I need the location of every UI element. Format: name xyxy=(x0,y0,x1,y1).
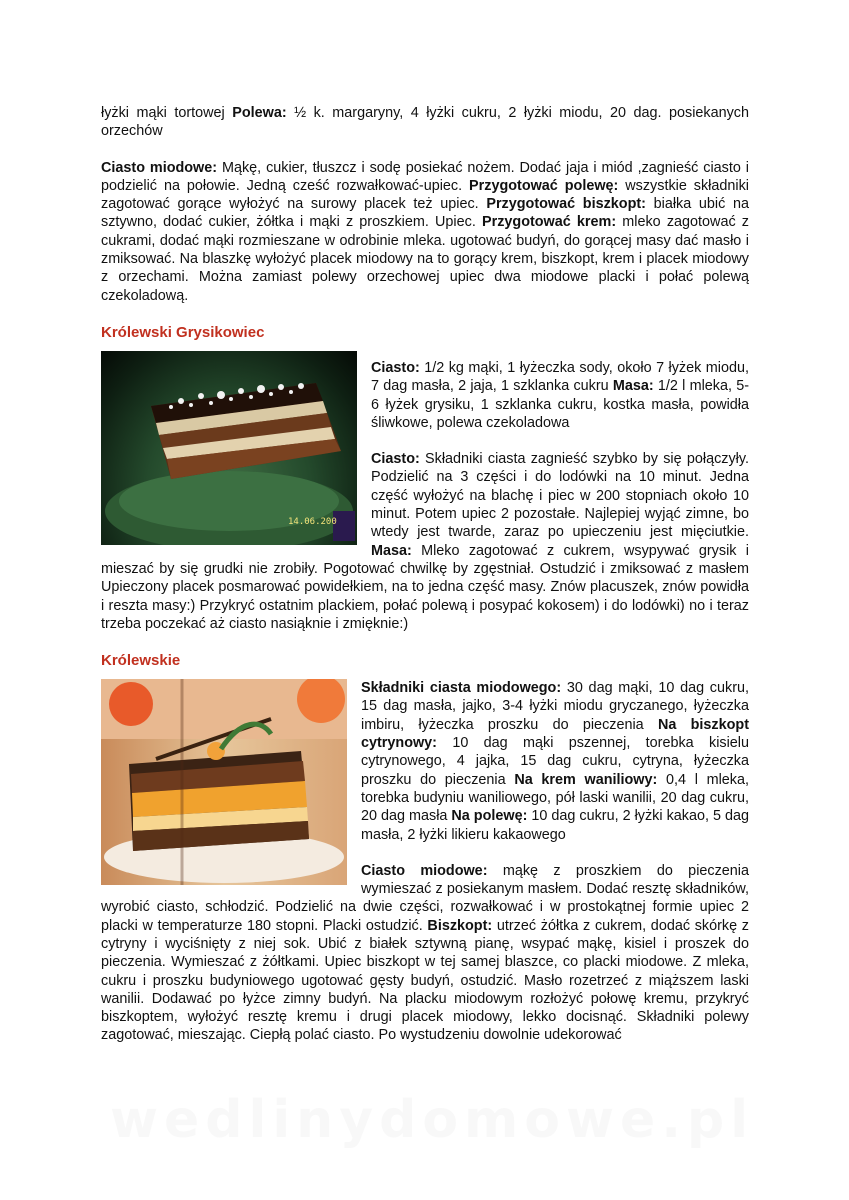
krolewskie-method-paragraph xyxy=(101,862,749,1045)
bold-label: Ciasto miodowe: xyxy=(101,159,218,176)
text-run: utrzeć żółtka z cukrem, dodać skórkę z cytryny i wyciśnięty z niej sok. Ubić z białek sztywną pianę, wsypać mąkę, kisiel i proszek do pieczenia. Wymieszać z żółtkami. Upiec biszkopt w tej samej blaszce, co placki miodowe. Z mleka, cukru i proszku budyniowego ugotować gęsty budyń, ostudzić. Masło rozetrzeć z miąższem laski wanilii. Dodawać po łyżce zimny budyń. Na placku miodowym rozłożyć połowę kremu, przykryć biszkoptem, wyłożyć resztę kremu i drugi placek miodowy, lekko docisnąć. Składniki polewy zagotować, mieszając. Ciepłą polać ciasto. Po wystudzeniu dowolnie udekorować xyxy=(101,917,749,1044)
intro-ingredients-paragraph xyxy=(101,104,749,141)
grysikowiec-cake-photo xyxy=(101,351,357,545)
text-run: łyżki mąki tortowej xyxy=(101,105,233,121)
bold-label: Polewa: xyxy=(232,105,287,121)
text-run: 30 dag mąki, 10 dag cukru, 15 dag masła, jajko, 3-4 łyżki miodu gryczanego, łyżeczka imbiru, łyżeczka proszku do pieczenia xyxy=(361,680,749,733)
krolewskie-cake-photo xyxy=(101,679,347,885)
text-run: Mąkę, cukier, tłuszcz i sodę posiekać nożem. Dodać jaja i miód ,zagnieść ciasto i podzielić na połowie. Jedną cześć rozwałkować-upiec. xyxy=(101,159,749,194)
text-run: ½ k. margaryny, 4 łyżki cukru, 2 łyżki miodu, 20 dag. posiekanych orzechów xyxy=(101,105,749,140)
text-run: białka ubić na sztywno, dodać cukier, żółtka i mąki z proszkiem. Upiec. xyxy=(101,196,749,231)
text-run: 10 dag cukru, 2 łyżki kakao, 5 dag masła, 2 łyżki likieru kakaowego xyxy=(361,808,749,843)
text-run: mleko zagotować z cukrami, dodać mąki rozmieszane w odrobinie mleka. ugotować budyń, do gorącej masy dać masło i zmiksować. Na blaszkę wyłożyć placek miodowy na to gorący krem, biszkopt, krem i placek miodowy z orzechami. Można zamiast polewy orzechowej upiec dwa miodowe placki i połać polewą czekoladową. xyxy=(101,214,749,304)
bold-label: Przygotować polewę: xyxy=(469,177,619,194)
text-run: 1/2 l mleka, 5-6 łyżek grysiku, 1 szklanka cukru, kostka masła, powidła śliwkowe, polewa czekoladowa xyxy=(371,378,749,431)
recipe-title-grysikowiec: Królewski Grysikowiec xyxy=(101,323,265,341)
bold-label: Na biszkopt cytrynowy: xyxy=(361,716,749,752)
text-run: Składniki ciasta zagnieść szybko by się połączyły. Podzielić na 3 części i do lodówki na 10 minut. Jedna część wyłożyć na blachę i piec w 200 stopniach około 10 minut. Potem upiec 2 pozostałe. Najlepiej wyjąć zimne, bo wtedy jest twarde, zaraz po upieczeniu jest mięciutkie. xyxy=(371,451,749,541)
text-run: 0,4 l mleka, torebka budyniu waniliowego, pół laski wanilii, 20 dag cukru, 20 dag masła xyxy=(361,771,749,825)
recipe-title-krolewskie: Królewskie xyxy=(101,652,181,670)
bold-label: Biszkopt: xyxy=(427,917,493,934)
text-run: wszystkie składniki zagotować gorące wyłożyć na surowy placek też upiec. xyxy=(101,177,749,213)
bold-label: Składniki ciasta miodowego: xyxy=(361,680,562,697)
text-run: 1/2 kg mąki, 1 łyżeczka sody, około 7 łyżek miodu, 7 dag masła, 2 jaja, 1 szklanka cukru xyxy=(371,359,749,395)
text-run: mąkę z proszkiem do pieczenia wymieszać z posiekanym masłem. Dodać resztę składników, wyrobić ciasto, schłodzić. Podzielić na dwie części, rozwałkować i w prostokątnej formie upiec 2 placki w temperaturze 180 stopni. Placki ostudzić. xyxy=(101,862,749,934)
bold-label: Przygotować krem: xyxy=(482,214,617,231)
bold-label: Ciasto: xyxy=(371,359,420,376)
bold-label: Masa: xyxy=(371,542,412,559)
document-page xyxy=(101,104,749,1045)
bold-label: Ciasto miodowe: xyxy=(361,862,488,879)
bold-label: Na polewę: xyxy=(451,808,528,825)
bold-label: Przygotować biszkopt: xyxy=(486,196,646,213)
text-run: 10 dag mąki pszennej, torebka kisielu cytrynowego, 4 jajka, 15 dag cukru, cytryna, łyżeczka proszku do pieczenia xyxy=(361,735,749,788)
bold-label: Masa: xyxy=(612,378,654,395)
intro-method-paragraph xyxy=(101,159,749,305)
photo-date-stamp: 14.06.200 xyxy=(288,516,337,527)
bold-label: Na krem waniliowy: xyxy=(514,771,658,788)
bold-label: Ciasto: xyxy=(371,451,420,468)
watermark-logo: wedlinydomowe.pl xyxy=(110,1090,755,1150)
text-run: Mleko zagotować z cukrem, wsypywać grysik i mieszać by się grudki nie zrobiły. Pogotować chwilkę by zgęstniał. Ostudzić i zmiksować z masłem Upieczony placek posmarować powidełkiem, na to jedna część masy. Znów placuszek, znów powidła i reszta masy:) Przykryć ostatnim plackiem, połać polewą i posypać kokosem) i do lodówki) no i teraz trzeba poczekać aż ciasto nasiąknie i zmięknie:) xyxy=(101,542,749,632)
